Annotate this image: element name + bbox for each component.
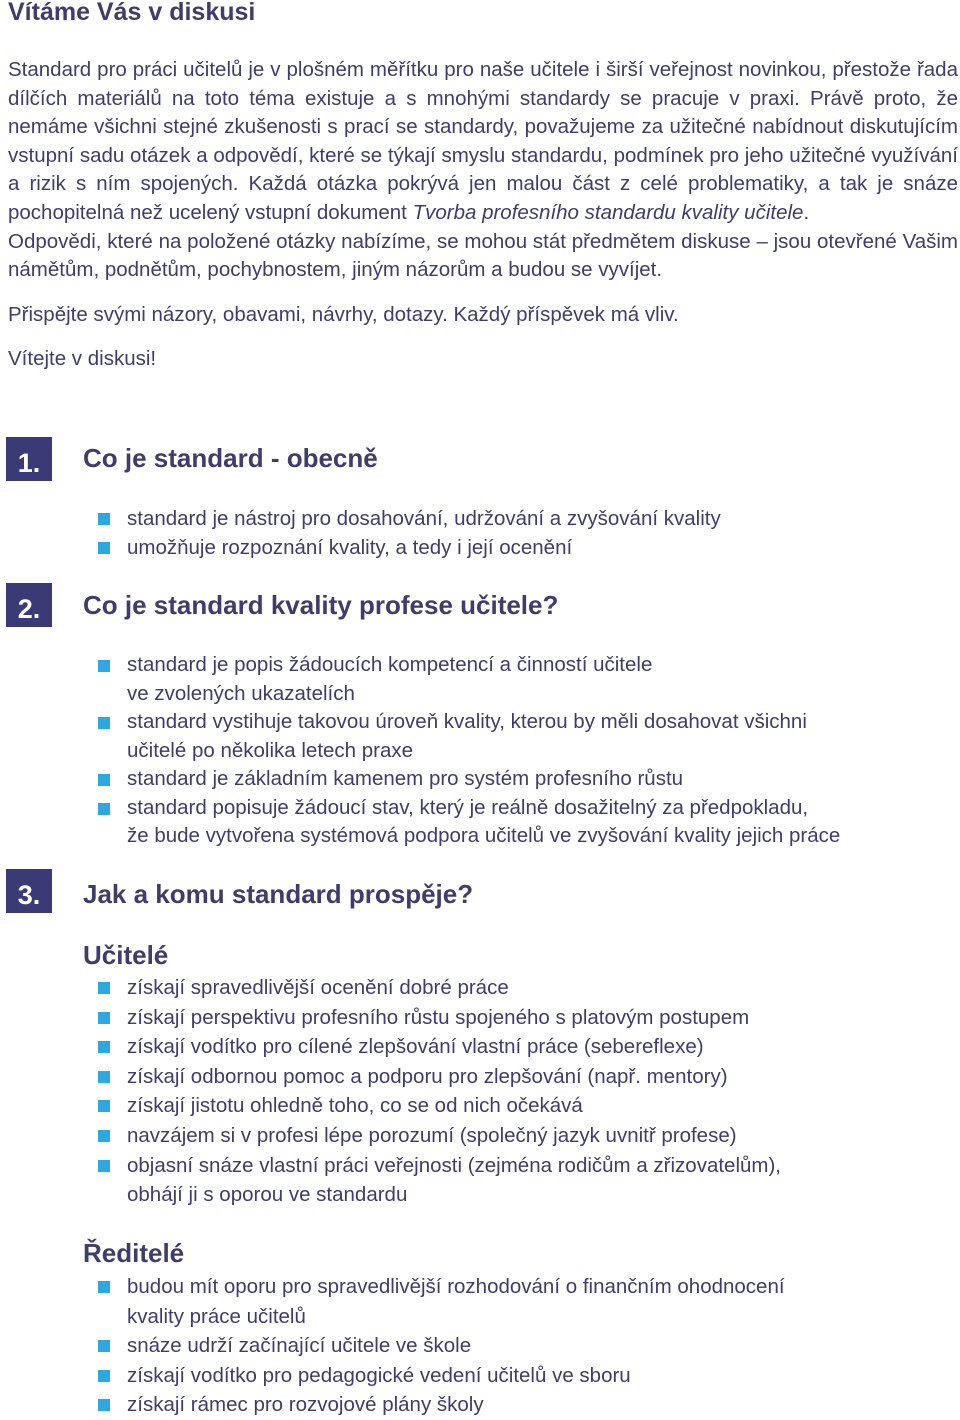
square-bullet-icon <box>98 513 110 525</box>
square-bullet-icon <box>98 542 110 554</box>
square-bullet-icon <box>98 1160 110 1172</box>
list-item: umožňuje rozpoznání kvality, a tedy i její ocenění <box>98 533 721 562</box>
square-bullet-icon <box>98 1399 110 1411</box>
group-heading-principals: Ředitelé <box>83 1238 185 1268</box>
section-number-badge: 1. <box>6 437 52 481</box>
intro-paragraph-1: Standard pro práci učitelů je v plošném měřítku pro naše učitele i širší veřejnost novinkou, přestože řada dílčích materiálů na toto téma existuje a s mnohými standardy se pracuje v praxi. Právě proto, že nemáme všichni stejné zkušenosti s prací se standardy, považujeme za užitečné nabídnout diskutujícím vstupní sadu otázek a odpovědí, které se týkají smyslu standardu, podmínek pro jeho užitečné využívání a rizik s ním spojených. Každá otázka pokrývá jen malou část z celé problematiky, a tak je snáze pochopitelná než ucelený vstupní dokument Tvorba profesního standardu kvality učitele. <box>8 58 958 224</box>
square-bullet-icon <box>98 717 110 729</box>
list-item: získají vodítko pro cílené zlepšování vlastní práce (sebereflexe) <box>98 1032 781 1062</box>
list-item: získají perspektivu profesního růstu spojeného s platovým postupem <box>98 1003 781 1033</box>
square-bullet-icon <box>98 982 110 994</box>
section-number-badge: 3. <box>6 869 52 913</box>
square-bullet-icon <box>98 1130 110 1142</box>
list-item: navzájem si v profesi lépe porozumí (společný jazyk uvnitř profese) <box>98 1121 781 1151</box>
group-heading-teachers: Učitelé <box>83 940 169 970</box>
list-item: získají spravedlivější ocenění dobré práce <box>98 973 781 1003</box>
square-bullet-icon <box>98 1370 110 1382</box>
square-bullet-icon <box>98 803 110 815</box>
list-item: získají vodítko pro pedagogické vedení učitelů ve sboru <box>98 1361 785 1391</box>
list-item: standard je popis žádoucích kompetencí a činností učitele ve zvolených ukazatelích <box>98 651 840 708</box>
square-bullet-icon <box>98 1041 110 1053</box>
page-title: Vítáme Vás v diskusi <box>8 0 256 26</box>
intro-paragraph-2: Odpovědi, které na položené otázky nabízíme, se mohou stát předmětem diskuse – jsou otevřené Vašim námětům, podnětům, pochybnostem, jiným názorům a budou se vyvíjet. <box>8 229 958 282</box>
list-item: standard popisuje žádoucí stav, který je reálně dosažitelný za předpokladu, že bude vytvořena systémová podpora učitelů ve zvyšování kvality jejich práce <box>98 794 840 851</box>
square-bullet-icon <box>98 1071 110 1083</box>
principals-list <box>98 1272 785 1420</box>
list-item: standard je nástroj pro dosahování, udržování a zvyšování kvality <box>98 504 721 533</box>
square-bullet-icon <box>98 1012 110 1024</box>
section-1-list <box>98 504 721 562</box>
list-item: získají jistotu ohledně toho, co se od nich očekává <box>98 1091 781 1121</box>
square-bullet-icon <box>98 660 110 672</box>
list-item: standard je základním kamenem pro systém profesního růstu <box>98 765 840 794</box>
square-bullet-icon <box>98 1100 110 1112</box>
square-bullet-icon <box>98 774 110 786</box>
list-item: získají rámec pro rozvojové plány školy <box>98 1390 785 1420</box>
list-item: snáze udrží začínající učitele ve škole <box>98 1331 785 1361</box>
square-bullet-icon <box>98 1340 110 1352</box>
section-heading: Co je standard - obecně <box>83 443 378 473</box>
list-item: objasní snáze vlastní práci veřejnosti (zejména rodičům a zřizovatelům), obhájí ji s oporou ve standardu <box>98 1151 781 1210</box>
intro-paragraph-3: Přispějte svými názory, obavami, návrhy, dotazy. Každý příspěvek má vliv. <box>8 302 679 326</box>
square-bullet-icon <box>98 1281 110 1293</box>
section-heading: Co je standard kvality profese učitele? <box>83 590 559 620</box>
section-2-list <box>98 651 840 851</box>
teachers-list <box>98 973 781 1210</box>
intro-text <box>8 56 958 374</box>
section-heading: Jak a komu standard prospěje? <box>83 879 474 909</box>
list-item: standard vystihuje takovou úroveň kvality, kterou by měli dosahovat všichni učitelé po několika letech praxe <box>98 708 840 765</box>
list-item: získají odbornou pomoc a podporu pro zlepšování (např. mentory) <box>98 1062 781 1092</box>
intro-paragraph-4: Vítejte v diskusi! <box>8 347 157 371</box>
list-item: budou mít oporu pro spravedlivější rozhodování o finančním ohodnocení kvality práce učitelů <box>98 1272 785 1331</box>
section-number-badge: 2. <box>6 583 52 627</box>
document-title: Tvorba profesního standardu kvality učitele <box>412 200 804 224</box>
